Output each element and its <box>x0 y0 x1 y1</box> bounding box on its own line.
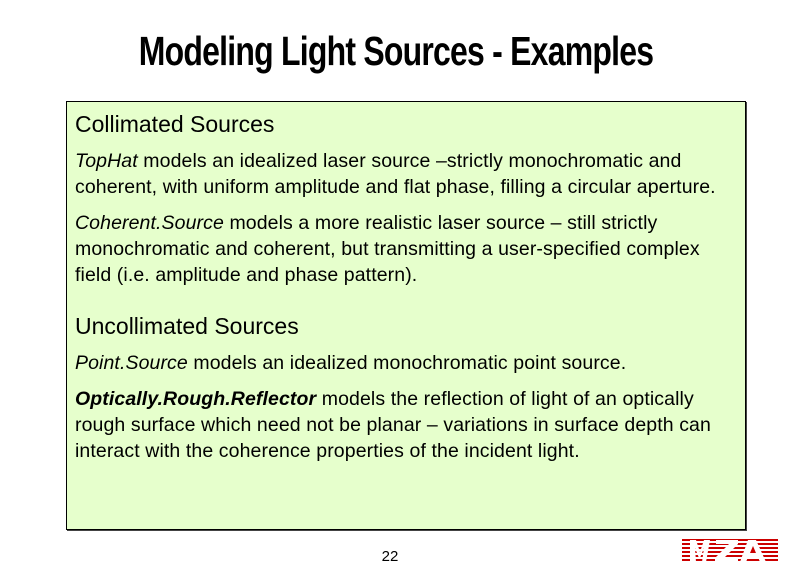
page-number: 22 <box>381 548 399 565</box>
rough-reflector-description <box>75 386 737 464</box>
point-source-text: models an idealized monochromatic point source. <box>187 352 627 374</box>
rough-reflector-text: models the reflection of light of an optically rough surface which need not be planar – variations in surface depth can interact with the coherence properties of the incident light. <box>75 388 711 462</box>
uncollimated-heading: Uncollimated Sources <box>75 313 299 339</box>
content-panel <box>66 101 746 530</box>
slide-title: Modeling Light Sources - Examples <box>138 28 654 74</box>
tophat-description <box>75 148 737 200</box>
tophat-text: models an idealized laser source –strictly monochromatic and coherent, with uniform amplitude and flat phase, filling a circular aperture. <box>75 150 716 198</box>
mza-logo <box>682 538 778 569</box>
coherent-source-term: Coherent.Source <box>75 212 224 234</box>
mza-logo-icon <box>682 538 778 564</box>
point-source-description <box>75 350 737 376</box>
collimated-heading: Collimated Sources <box>75 111 275 137</box>
rough-reflector-term: Optically.Rough.Reflector <box>75 388 317 410</box>
coherent-source-text: models a more realistic laser source – still strictly monochromatic and coherent, but transmitting a user-specified complex field (i.e. amplitude and phase pattern). <box>75 212 700 286</box>
point-source-term: Point.Source <box>75 352 188 374</box>
coherent-source-description <box>75 210 737 288</box>
tophat-term: TopHat <box>75 150 138 172</box>
